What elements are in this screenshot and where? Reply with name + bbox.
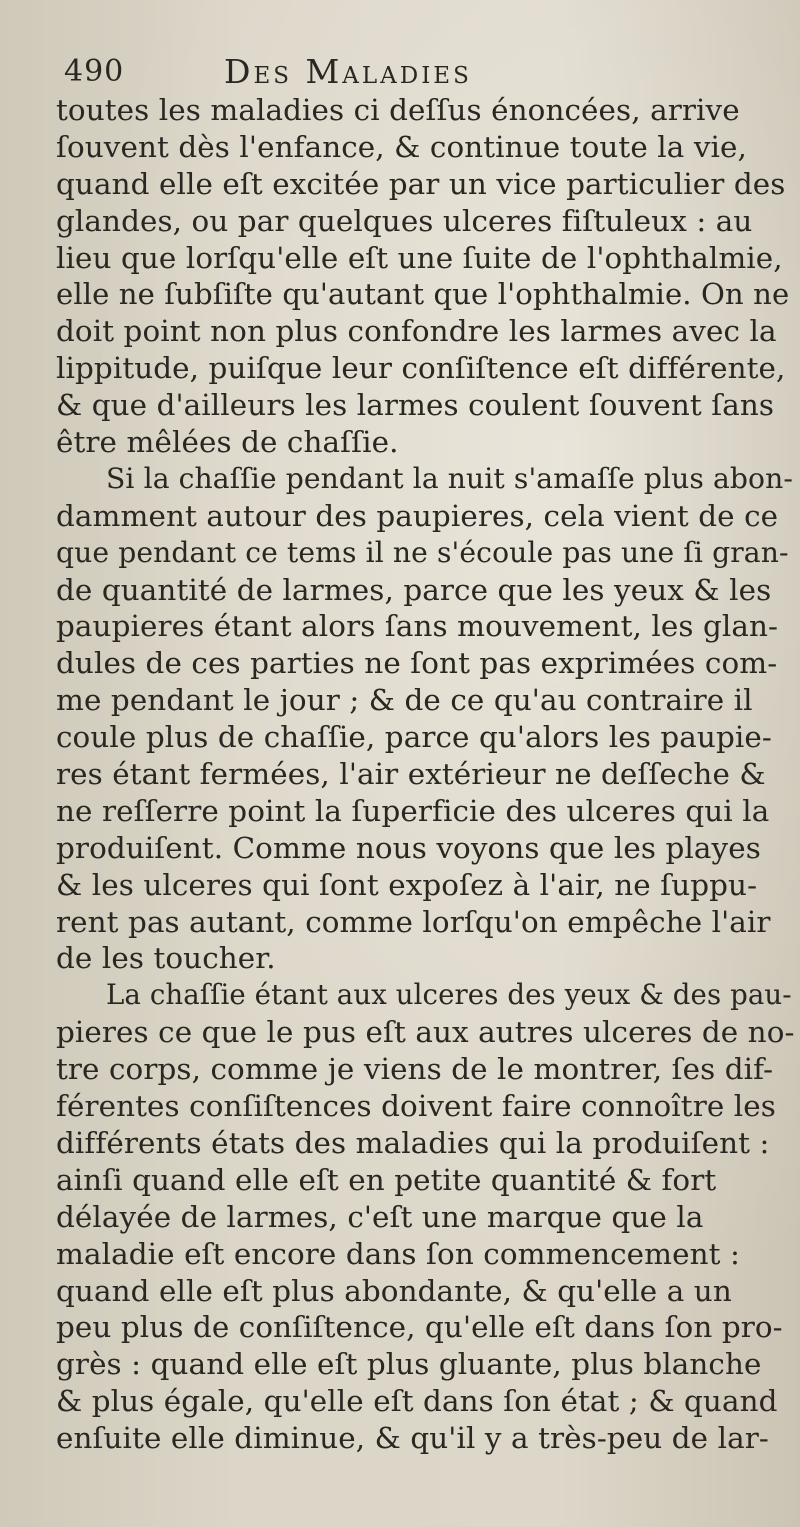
text-line: coule plus de chaſſie, parce qu'alors les paupie-: [56, 720, 772, 755]
text-line: produiſent. Comme nous voyons que les playes: [56, 830, 761, 865]
text-line: damment autour des paupieres, cela vient de ce: [56, 498, 779, 533]
text-line: ſouvent dès l'enfance, & continue toute la vie,: [56, 129, 747, 164]
page-number: 490: [64, 54, 125, 89]
text-line: délayée de larmes, c'eſt une marque que la: [56, 1199, 704, 1234]
text-line: de les toucher.: [56, 941, 276, 976]
text-line: dules de ces parties ne ſont pas exprimées com-: [56, 646, 778, 681]
text-line: doit point non plus confondre les larmes avec la: [56, 314, 777, 349]
paragraph-start-line: La chaſſie étant aux ulceres des yeux & des pau-: [106, 978, 792, 1012]
text-line: de quantité de larmes, parce que les yeux & les: [56, 572, 772, 607]
text-line: me pendant le jour ; & de ce qu'au contraire il: [56, 683, 753, 718]
running-title: Des Maladies: [224, 52, 472, 91]
text-line: enſuite elle diminue, & qu'il y a très-peu de lar-: [56, 1421, 769, 1456]
text-line: peu plus de conſiſtence, qu'elle eſt dans ſon pro-: [56, 1310, 783, 1345]
text-line: différents états des maladies qui la produiſent :: [56, 1125, 770, 1160]
text-line: tre corps, comme je viens de le montrer, ſes dif-: [56, 1052, 774, 1087]
text-line: res étant fermées, l'air extérieur ne deſſeche &: [56, 757, 766, 792]
text-line: lippitude, puiſque leur conſiſtence eſt différente,: [56, 351, 786, 386]
text-line: grès : quand elle eſt plus gluante, plus blanche: [56, 1347, 762, 1382]
text-line: & les ulceres qui ſont expoſez à l'air, ne ſuppu-: [56, 867, 758, 902]
text-line: être mêlées de chaſſie.: [56, 425, 399, 460]
paragraph-start-line: Si la chaſſie pendant la nuit s'amaſſe plus abon-: [106, 461, 793, 495]
text-line: pieres ce que le pus eſt aux autres ulceres de no-: [56, 1015, 795, 1050]
text-line: rent pas autant, comme lorſqu'on empêche l'air: [56, 904, 771, 939]
page-header: [64, 52, 754, 92]
text-line: paupieres étant alors ſans mouvement, les glan-: [56, 609, 779, 644]
text-line: toutes les maladies ci deſſus énoncées, arrive: [56, 93, 740, 127]
text-line: ne reſſerre point la ſuperficie des ulceres qui la: [56, 793, 770, 828]
text-line: ainſi quand elle eſt en petite quantité & fort: [56, 1162, 717, 1197]
text-line: elle ne ſubſiſte qu'autant que l'ophthalmie. On ne: [56, 277, 790, 312]
text-line: maladie eſt encore dans ſon commencement :: [56, 1236, 741, 1271]
text-line: & que d'ailleurs les larmes coulent ſouvent ſans: [56, 388, 775, 423]
text-line: lieu que lorſqu'elle eſt une ſuite de l'ophthalmie,: [56, 240, 783, 275]
text-line: que pendant ce tems il ne s'écoule pas une ſi gran-: [56, 535, 789, 569]
text-line: férentes conſiſtences doivent faire connoître les: [56, 1089, 776, 1124]
text-body: [56, 92, 796, 1457]
text-line: glandes, ou par quelques ulceres fiſtuleux : au: [56, 203, 753, 238]
text-line: quand elle eſt excitée par un vice particulier des: [56, 166, 786, 201]
text-line: & plus égale, qu'elle eſt dans ſon état ; & quand: [56, 1384, 778, 1419]
text-line: quand elle eſt plus abondante, & qu'elle a un: [56, 1273, 732, 1308]
